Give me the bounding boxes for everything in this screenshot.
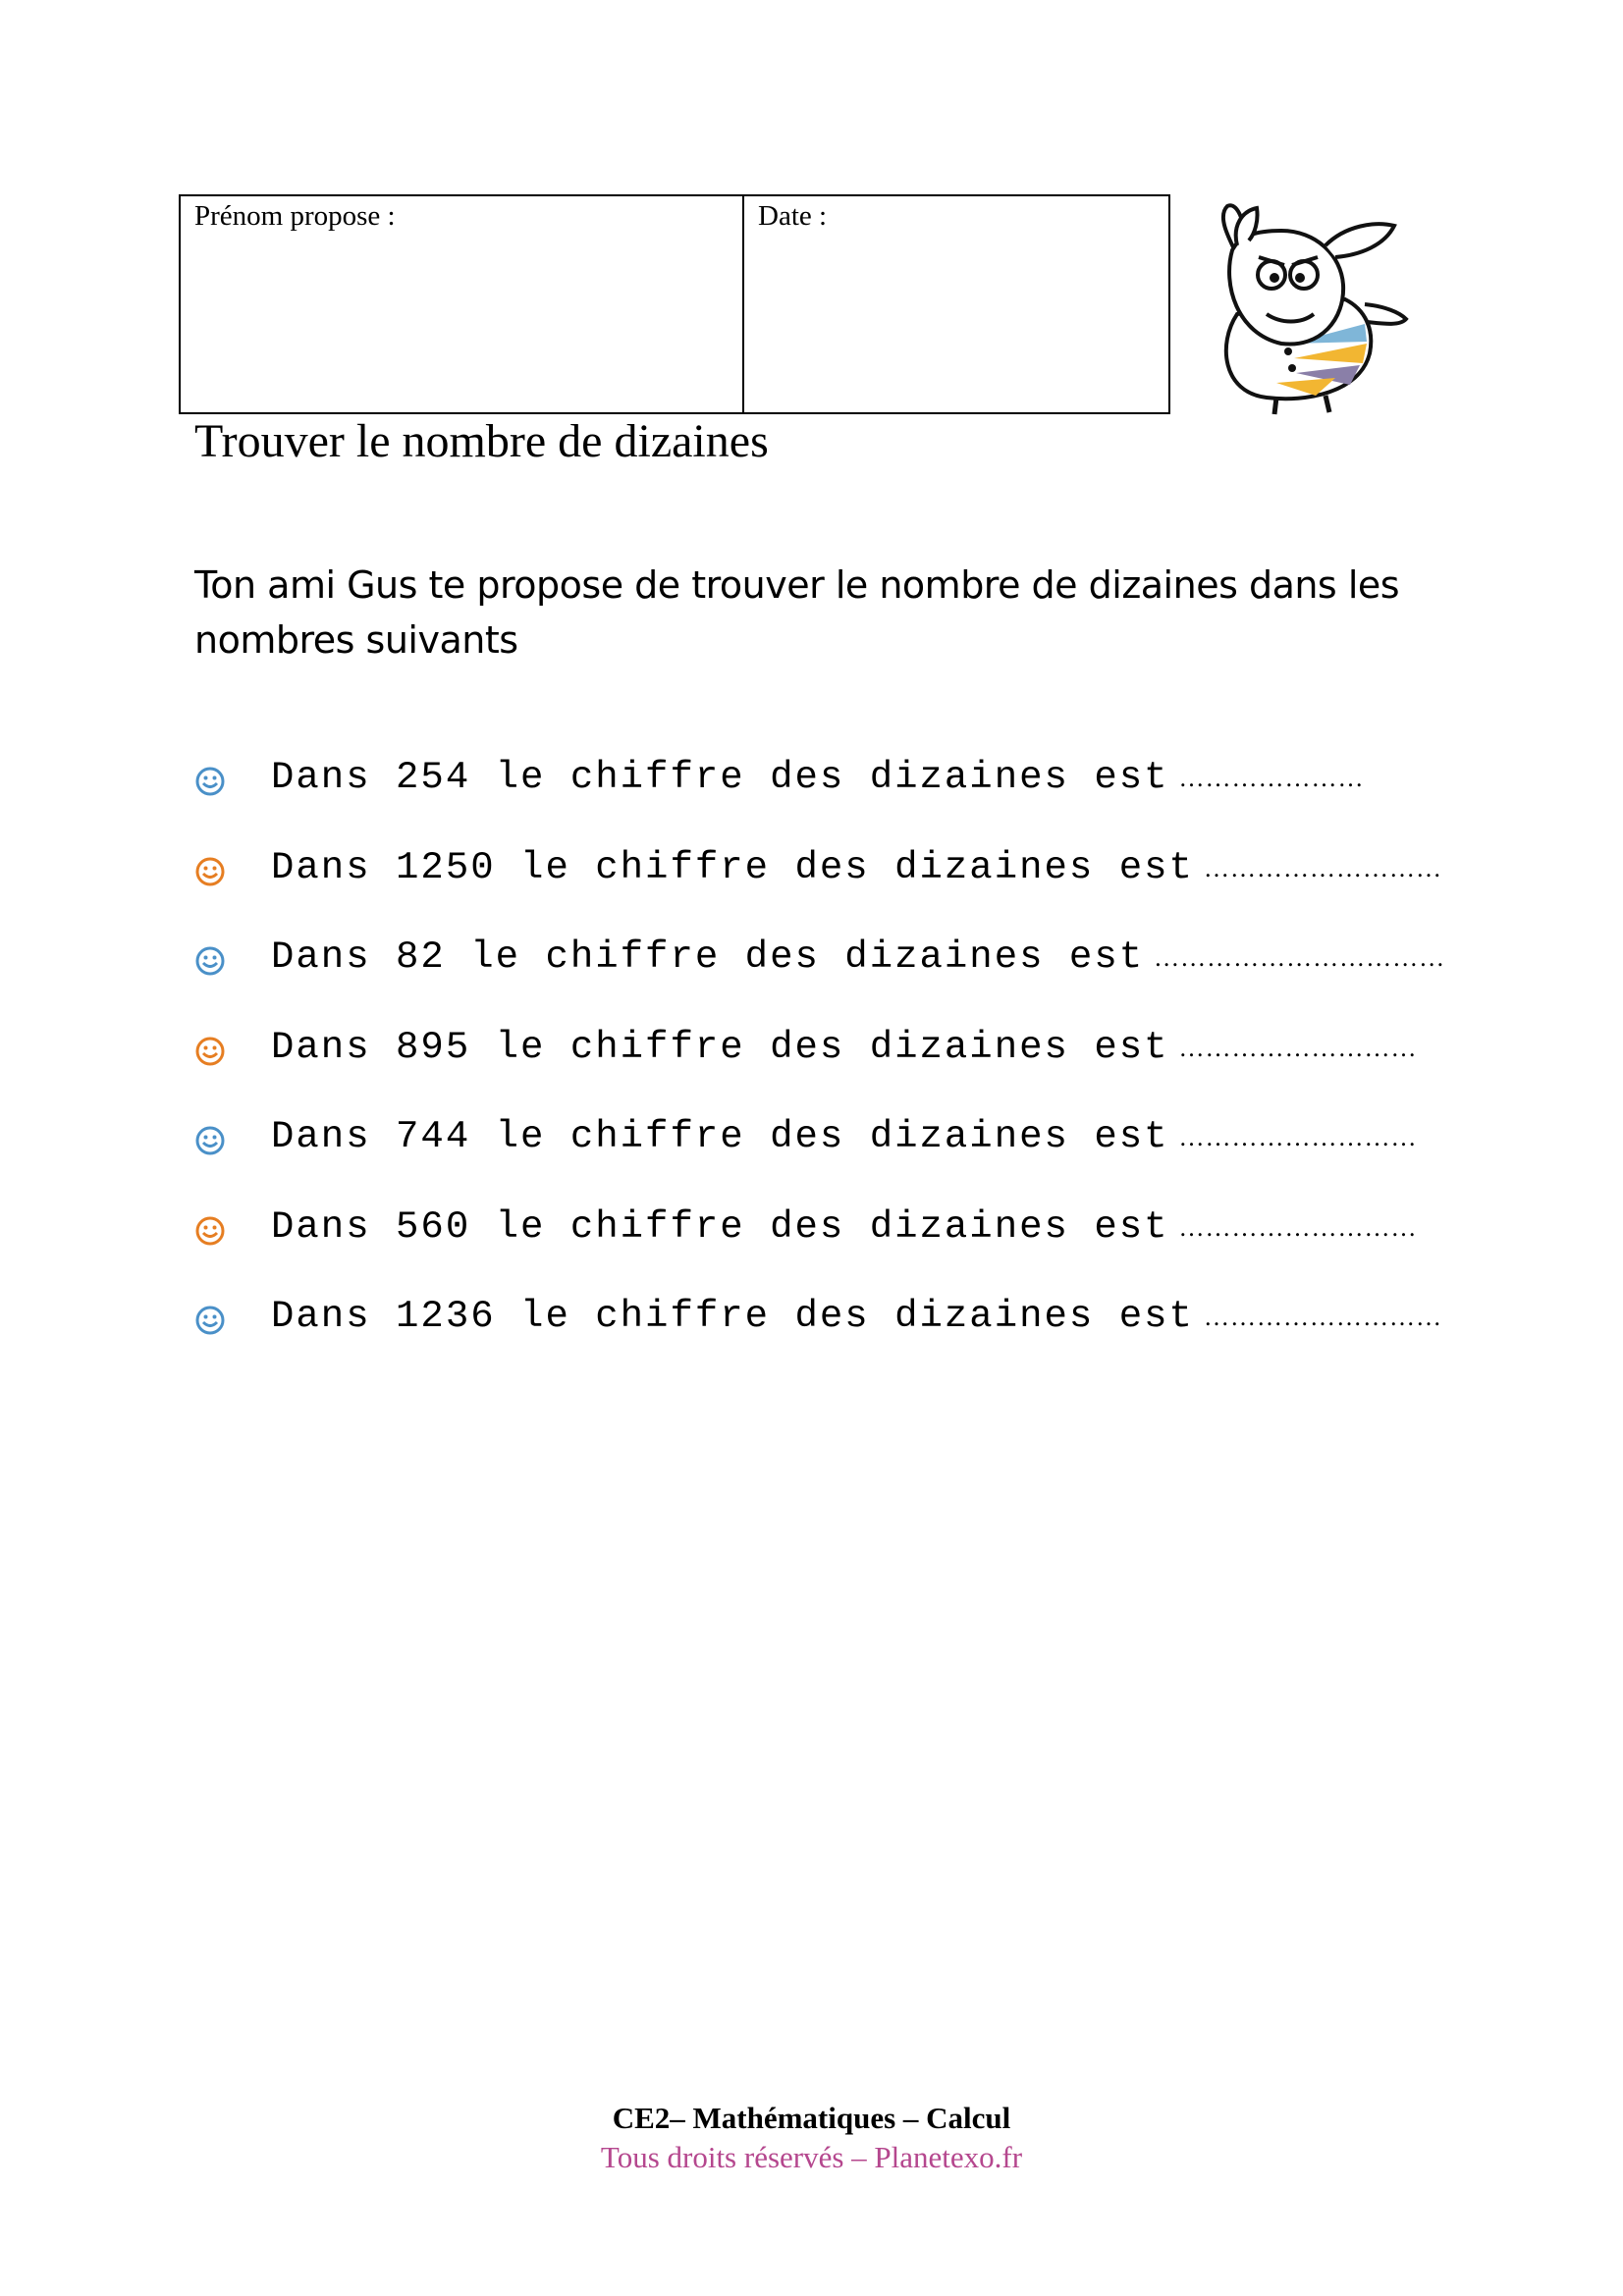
smiley-orange-icon [194, 856, 226, 887]
answer-blank[interactable]: …………………………… [1154, 943, 1446, 972]
header-box [179, 194, 1170, 414]
date-label: Date : [758, 200, 828, 232]
intro-text: Ton ami Gus te propose de trouver le nombre de dizaines dans les nombres suivants [194, 563, 1400, 662]
exercise-text: Dans 895 le chiffre des dizaines est [271, 1025, 1169, 1069]
list-item [194, 1205, 1445, 1296]
smiley-blue-icon [194, 1125, 226, 1156]
footer-subject: CE2– Mathématiques – Calcul [612, 2101, 1011, 2135]
list-item [194, 756, 1445, 846]
smiley-orange-icon [194, 1215, 226, 1247]
exercise-text: Dans 560 le chiffre des dizaines est [271, 1204, 1169, 1249]
name-field[interactable] [181, 196, 744, 412]
smiley-blue-icon [194, 945, 226, 977]
date-field[interactable] [744, 196, 1168, 412]
list-item [194, 1295, 1445, 1385]
answer-blank[interactable]: ……………………… [1178, 1212, 1418, 1242]
exercise-list [194, 756, 1445, 1385]
exercise-text: Dans 744 le chiffre des dizaines est [271, 1115, 1169, 1158]
list-item [194, 1115, 1445, 1205]
list-item [194, 1026, 1445, 1116]
smiley-blue-icon [194, 766, 226, 797]
answer-blank[interactable]: ……………………… [1178, 1033, 1418, 1062]
answer-blank[interactable]: ……………………… [1203, 853, 1442, 882]
exercise-text: Dans 1236 le chiffre des dizaines est [271, 1295, 1194, 1338]
list-item [194, 846, 1445, 936]
footer-copyright: Tous droits réservés – Planetexo.fr [600, 2140, 1023, 2174]
sheep-mascot-icon [1198, 196, 1414, 417]
answer-blank[interactable]: ……………………… [1178, 1123, 1418, 1151]
name-label: Prénom propose : [194, 200, 396, 232]
answer-blank[interactable]: ………………… [1178, 764, 1365, 792]
smiley-blue-icon [194, 1305, 226, 1336]
exercise-text: Dans 82 le chiffre des dizaines est [271, 935, 1145, 979]
exercise-text: Dans 254 le chiffre des dizaines est [271, 756, 1169, 799]
page-title: Trouver le nombre de dizaines [194, 415, 769, 467]
smiley-orange-icon [194, 1036, 226, 1067]
answer-blank[interactable]: ……………………… [1203, 1303, 1442, 1331]
exercise-text: Dans 1250 le chiffre des dizaines est [271, 845, 1194, 889]
list-item [194, 935, 1445, 1026]
